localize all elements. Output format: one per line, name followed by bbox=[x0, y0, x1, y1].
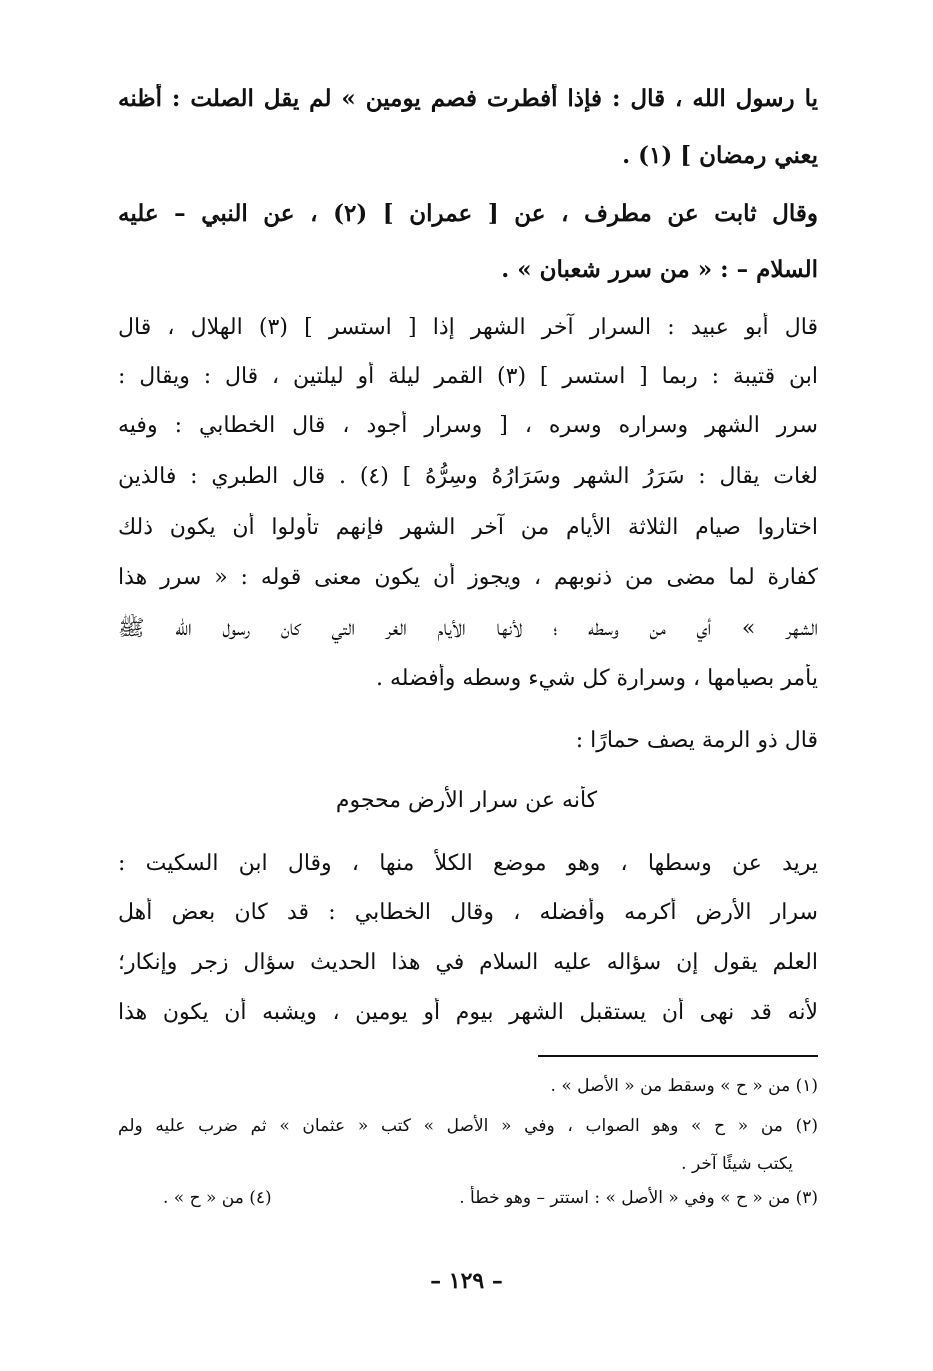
footnote-2: (٢) من « ح » وهو الصواب ، وفي « الأصل » كتب « عثمان » ثم ضرب عليه ولم bbox=[118, 1116, 818, 1136]
text-line-7: سرر الشهر وسراره وسره ، [ وسرار أجود ، قال الخطابي : وفيه bbox=[118, 413, 818, 438]
footnote-1: (١) من « ح » وسقط من « الأصل » . bbox=[550, 1076, 818, 1096]
text-line-2: يعني رمضان ] (١) . bbox=[622, 142, 818, 169]
text-line-10: كفارة لما مضى من ذنوبهم ، ويجوز أن يكون معنى قوله : « سرر هذا bbox=[118, 565, 818, 590]
footnote-2-continuation: يكتب شيئًا آخر . bbox=[681, 1154, 793, 1174]
text-line-15: العلم يقول إن سؤاله عليه السلام في هذا الحديث سؤال زجر وإنكار؛ bbox=[118, 950, 818, 975]
verse-line: كأنه عن سرار الأرض محجوم bbox=[335, 788, 598, 813]
text-line-6: ابن قتيبة : ربما [ استسر ] (٣) القمر ليلة أو ليلتين ، قال : ويقال : bbox=[118, 364, 818, 389]
text-line-11: الشهر » أي من وسطه ؛ لأنها الأيام الغر التي كان رسول الله ﷺ bbox=[118, 616, 818, 641]
text-line-12: يأمر بصيامها ، وسرارة كل شيء وسطه وأفضله . bbox=[376, 666, 818, 691]
text-line-1: يا رسول الله ، قال : فإذا أفطرت فصم يومين » لم يقل الصلت : أظنه bbox=[118, 85, 818, 112]
footnote-3-4-row bbox=[118, 1186, 818, 1210]
text-line-16: لأنه قد نهى أن يستقبل الشهر بيوم أو يومين ، ويشبه أن يكون هذا bbox=[118, 1000, 818, 1025]
text-line-14: سرار الأرض أكرمه وأفضله ، وقال الخطابي : قد كان بعض أهل bbox=[118, 900, 818, 925]
text-line-8: لغات يقال : سَرَرُ الشهر وسَرَارُهُ وسِرُّهُ ] (٤) . قال الطبري : فالذين bbox=[118, 464, 818, 489]
footnote-3: (٣) من « ح » وفي « الأصل » : استتر – وهو خطأ . bbox=[459, 1188, 818, 1208]
footnote-4: (٤) من « ح » . bbox=[163, 1188, 272, 1208]
text-line-13: يريد عن وسطها ، وهو موضع الكلأ منها ، وقال ابن السكيت : bbox=[118, 851, 818, 876]
text-line-3: وقال ثابت عن مطرف ، عن [ عمران ] (٢) ، عن النبي – عليه bbox=[118, 200, 818, 227]
text-line-5: قال أبو عبيد : السرار آخر الشهر إذا [ استسر ] (٣) الهلال ، قال bbox=[118, 315, 818, 340]
page-number: – ١٢٩ – bbox=[430, 1268, 503, 1294]
text-line-4: السلام – : « من سرر شعبان » . bbox=[501, 256, 818, 283]
verse-intro: قال ذو الرمة يصف حمارًا : bbox=[575, 728, 818, 753]
text-line-9: اختاروا صيام الثلاثة الأيام من آخر الشهر فإنهم تأولوا أن يكون ذلك bbox=[118, 515, 818, 540]
footnote-divider bbox=[538, 1055, 818, 1057]
